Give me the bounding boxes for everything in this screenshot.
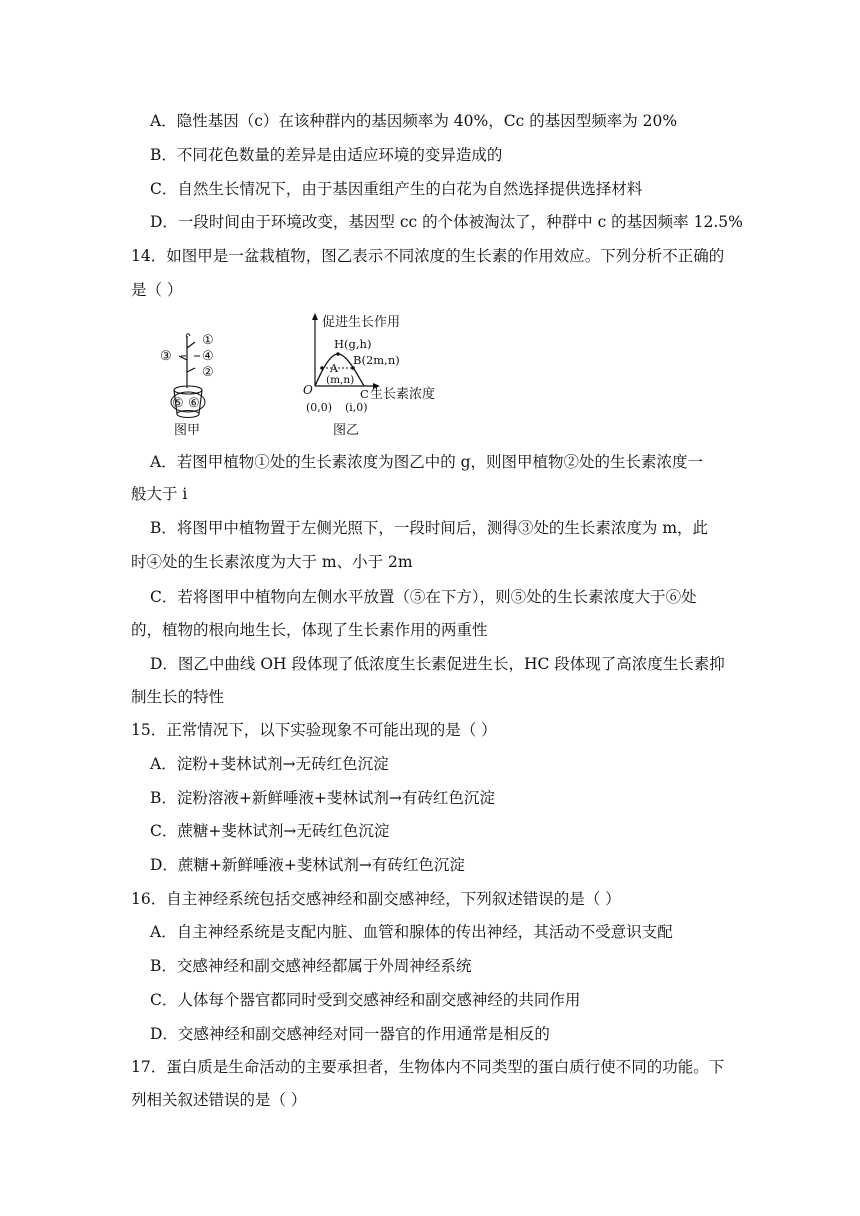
q14-option-c-line2: 的，植物的根向地生长，体现了生长素作用的两重性 — [131, 621, 488, 639]
q14-stem-line1: 14．如图甲是一盆栽植物，图乙表示不同浓度的生长素的作用效应。下列分析不正确的 — [131, 247, 725, 265]
q14-option-a-line1: A．若图甲植物①处的生长素浓度为图乙中的 g，则图甲植物②处的生长素浓度一 — [150, 453, 704, 471]
q14-option-a-line2: 般大于 i — [131, 485, 188, 503]
q16-stem: 16．自主神经系统包括交感神经和副交感神经，下列叙述错误的是（ ） — [131, 890, 621, 908]
label-3: ③ — [160, 349, 172, 364]
point-c-label: C — [360, 387, 369, 401]
q15-option-a: A．淀粉+斐林试剂→无砖红色沉淀 — [150, 755, 389, 773]
q14-option-d-line1: D．图乙中曲线 OH 段体现了低浓度生长素促进生长，HC 段体现了高浓度生长素抑 — [150, 655, 725, 673]
q15-option-b: B．淀粉溶液+新鲜唾液+斐林试剂→有砖红色沉淀 — [150, 789, 495, 807]
q13-option-c: C．自然生长情况下，由于基因重组产生的白花为自然选择提供选择材料 — [150, 180, 643, 198]
point-h-label: H(g,h) — [334, 337, 372, 351]
q14-option-c-line1: C．若将图甲中植物向左侧水平放置（⑤在下方），则⑤处的生长素浓度大于⑥处 — [150, 588, 697, 606]
q15-option-d: D．蔗糖+新鲜唾液+斐林试剂→有砖红色沉淀 — [150, 856, 465, 874]
figure-jia-caption: 图甲 — [174, 423, 201, 438]
q17-stem-line2: 列相关叙述错误的是（ ） — [131, 1091, 307, 1109]
label-1: ① — [202, 333, 214, 348]
q16-option-c: C．人体每个器官都同时受到交感神经和副交感神经的共同作用 — [150, 991, 581, 1009]
q14-option-b-line2: 时④处的生长素浓度为大于 m、小于 2m — [131, 553, 413, 571]
origin-coord: (0,0) — [306, 401, 333, 414]
q16-option-a: A．自主神经系统是支配内脏、血管和腺体的传出神经，其活动不受意识支配 — [150, 923, 673, 941]
q14-figure — [150, 310, 460, 445]
point-a-coord: (m,n) — [326, 374, 355, 386]
x-axis-label: 生长素浓度 — [370, 387, 436, 402]
figure-jia-plant — [160, 333, 214, 438]
label-4: ④ — [202, 349, 214, 364]
point-b-label: B(2m,n) — [353, 353, 400, 367]
figure-yi-caption: 图乙 — [333, 423, 360, 438]
point-a-label: A — [330, 362, 338, 375]
label-2: ② — [202, 365, 214, 380]
q16-option-b: B．交感神经和副交感神经都属于外周神经系统 — [150, 957, 472, 975]
y-axis-label: 促进生长作用 — [322, 315, 401, 330]
label-5: ⑤ — [172, 396, 184, 411]
q13-option-d: D．一段时间由于环境改变，基因型 cc 的个体被淘汰了，种群中 c 的基因频率 12.5% — [150, 213, 743, 231]
origin-label: O — [303, 383, 313, 397]
q17-stem-line1: 17．蛋白质是生命活动的主要承担者，生物体内不同类型的蛋白质行使不同的功能。下 — [131, 1058, 725, 1076]
label-6: ⑥ — [188, 396, 200, 411]
q13-option-b: B．不同花色数量的差异是由适应环境的变异造成的 — [150, 146, 503, 164]
figure-yi-graph — [303, 313, 435, 438]
q14-option-d-line2: 制生长的特性 — [131, 688, 225, 706]
q14-stem-line2: 是（ ） — [131, 281, 183, 299]
q14-option-b-line1: B．将图甲中植物置于左侧光照下，一段时间后，测得③处的生长素浓度为 m，此 — [150, 519, 709, 537]
q15-stem: 15．正常情况下，以下实验现象不可能出现的是（ ） — [131, 721, 497, 739]
point-c-coord: (i,0) — [345, 401, 368, 414]
q13-option-a: A．隐性基因（c）在该种群内的基因频率为 40%，Cc 的基因型频率为 20% — [150, 112, 678, 130]
q16-option-d: D．交感神经和副交感神经对同一器官的作用通常是相反的 — [150, 1025, 550, 1043]
q15-option-c: C．蔗糖+斐林试剂→无砖红色沉淀 — [150, 822, 390, 840]
